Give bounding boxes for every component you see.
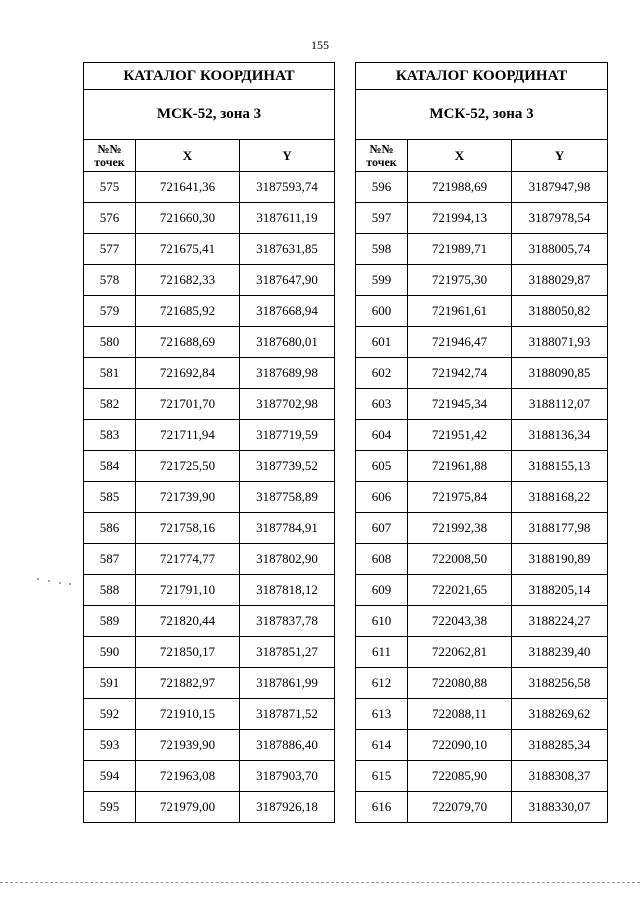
x-coordinate-cell: 721850,17 xyxy=(136,637,240,668)
y-coordinate-cell: 3187593,74 xyxy=(240,172,335,203)
x-coordinate-cell: 721975,84 xyxy=(408,482,512,513)
point-number-cell: 601 xyxy=(356,327,408,358)
x-coordinate-cell: 721820,44 xyxy=(136,606,240,637)
point-number-cell: 583 xyxy=(84,420,136,451)
x-coordinate-cell: 721961,88 xyxy=(408,451,512,482)
point-number-cell: 602 xyxy=(356,358,408,389)
point-number-header-line1: №№ xyxy=(369,141,394,156)
point-number-cell: 588 xyxy=(84,575,136,606)
y-coordinate-cell: 3188029,87 xyxy=(512,265,608,296)
point-number-header-line1: №№ xyxy=(97,141,122,156)
x-coordinate-cell: 721675,41 xyxy=(136,234,240,265)
point-number-cell: 584 xyxy=(84,451,136,482)
y-coordinate-cell: 3188177,98 xyxy=(512,513,608,544)
table-row xyxy=(356,203,608,234)
scan-speck xyxy=(48,580,50,582)
y-coordinate-cell: 3188330,07 xyxy=(512,792,608,823)
table-row xyxy=(356,482,608,513)
y-coordinate-cell: 3187719,59 xyxy=(240,420,335,451)
point-number-cell: 575 xyxy=(84,172,136,203)
y-coordinate-cell: 3187861,99 xyxy=(240,668,335,699)
table-row xyxy=(84,451,335,482)
y-coordinate-cell: 3188224,27 xyxy=(512,606,608,637)
y-coordinate-cell: 3188071,93 xyxy=(512,327,608,358)
point-number-cell: 581 xyxy=(84,358,136,389)
table-row xyxy=(84,761,335,792)
point-number-cell: 600 xyxy=(356,296,408,327)
table-row xyxy=(84,265,335,296)
y-coordinate-cell: 3187668,94 xyxy=(240,296,335,327)
point-number-cell: 604 xyxy=(356,420,408,451)
y-coordinate-cell: 3187611,19 xyxy=(240,203,335,234)
y-coordinate-cell: 3187851,27 xyxy=(240,637,335,668)
x-coordinate-cell: 722088,11 xyxy=(408,699,512,730)
table-row xyxy=(84,792,335,823)
y-coordinate-cell: 3187647,90 xyxy=(240,265,335,296)
x-coordinate-cell: 721739,90 xyxy=(136,482,240,513)
y-coordinate-cell: 3187702,98 xyxy=(240,389,335,420)
table-row xyxy=(356,730,608,761)
y-coordinate-cell: 3188136,34 xyxy=(512,420,608,451)
y-coordinate-cell: 3187802,90 xyxy=(240,544,335,575)
x-coordinate-cell: 721961,61 xyxy=(408,296,512,327)
x-coordinate-cell: 722008,50 xyxy=(408,544,512,575)
x-coordinate-cell: 721942,74 xyxy=(408,358,512,389)
x-coordinate-cell: 721975,30 xyxy=(408,265,512,296)
x-coordinate-cell: 721989,71 xyxy=(408,234,512,265)
y-coordinate-cell: 3188285,34 xyxy=(512,730,608,761)
point-number-cell: 591 xyxy=(84,668,136,699)
y-coordinate-cell: 3188050,82 xyxy=(512,296,608,327)
table-title: КАТАЛОГ КООРДИНАТ xyxy=(356,63,608,90)
point-number-cell: 609 xyxy=(356,575,408,606)
point-number-cell: 612 xyxy=(356,668,408,699)
table-row xyxy=(356,451,608,482)
point-number-cell: 616 xyxy=(356,792,408,823)
page-number: 155 xyxy=(311,38,329,52)
table-row xyxy=(356,575,608,606)
point-number-cell: 598 xyxy=(356,234,408,265)
table-row xyxy=(84,203,335,234)
point-number-cell: 603 xyxy=(356,389,408,420)
table-row xyxy=(356,172,608,203)
x-coordinate-cell: 721660,30 xyxy=(136,203,240,234)
point-number-cell: 582 xyxy=(84,389,136,420)
point-number-cell: 593 xyxy=(84,730,136,761)
table-row xyxy=(356,699,608,730)
table-row xyxy=(356,637,608,668)
x-coordinate-cell: 721882,97 xyxy=(136,668,240,699)
table-body xyxy=(356,172,608,823)
point-number-header-line2: точек xyxy=(366,154,397,169)
table-row xyxy=(84,513,335,544)
table-subtitle: МСК-52, зона 3 xyxy=(356,90,608,140)
y-coordinate-cell: 3187978,54 xyxy=(512,203,608,234)
point-number-header xyxy=(84,140,136,172)
point-number-cell: 585 xyxy=(84,482,136,513)
point-number-cell: 596 xyxy=(356,172,408,203)
y-header: Y xyxy=(240,140,335,172)
point-number-header xyxy=(356,140,408,172)
y-coordinate-cell: 3187689,98 xyxy=(240,358,335,389)
y-coordinate-cell: 3187758,89 xyxy=(240,482,335,513)
table-row xyxy=(84,172,335,203)
x-coordinate-cell: 721685,92 xyxy=(136,296,240,327)
x-coordinate-cell: 722062,81 xyxy=(408,637,512,668)
scan-speck xyxy=(69,583,71,585)
x-coordinate-cell: 721688,69 xyxy=(136,327,240,358)
x-coordinate-cell: 722079,70 xyxy=(408,792,512,823)
x-coordinate-cell: 721791,10 xyxy=(136,575,240,606)
point-number-cell: 614 xyxy=(356,730,408,761)
table-row xyxy=(356,265,608,296)
x-coordinate-cell: 721692,84 xyxy=(136,358,240,389)
table-row xyxy=(84,544,335,575)
y-coordinate-cell: 3187631,85 xyxy=(240,234,335,265)
page-bottom-rule xyxy=(0,882,640,883)
coordinates-table-left xyxy=(83,62,335,823)
table-row xyxy=(84,606,335,637)
y-header: Y xyxy=(512,140,608,172)
table-subtitle: МСК-52, зона 3 xyxy=(84,90,335,140)
table-body xyxy=(84,172,335,823)
y-coordinate-cell: 3187886,40 xyxy=(240,730,335,761)
x-coordinate-cell: 721992,38 xyxy=(408,513,512,544)
x-header: X xyxy=(408,140,512,172)
scan-speck xyxy=(59,582,61,584)
table-row xyxy=(356,761,608,792)
y-coordinate-cell: 3188256,58 xyxy=(512,668,608,699)
scan-speck xyxy=(37,578,39,580)
y-coordinate-cell: 3188269,62 xyxy=(512,699,608,730)
y-coordinate-cell: 3188112,07 xyxy=(512,389,608,420)
point-number-header-line2: точек xyxy=(94,154,125,169)
x-coordinate-cell: 722090,10 xyxy=(408,730,512,761)
x-coordinate-cell: 721641,36 xyxy=(136,172,240,203)
y-coordinate-cell: 3187739,52 xyxy=(240,451,335,482)
x-coordinate-cell: 722080,88 xyxy=(408,668,512,699)
x-coordinate-cell: 722085,90 xyxy=(408,761,512,792)
table-row xyxy=(356,389,608,420)
table-row xyxy=(84,234,335,265)
x-coordinate-cell: 722021,65 xyxy=(408,575,512,606)
table-row xyxy=(84,358,335,389)
point-number-cell: 587 xyxy=(84,544,136,575)
table-row xyxy=(356,668,608,699)
y-coordinate-cell: 3188005,74 xyxy=(512,234,608,265)
x-coordinate-cell: 721988,69 xyxy=(408,172,512,203)
y-coordinate-cell: 3187680,01 xyxy=(240,327,335,358)
table-row xyxy=(84,668,335,699)
point-number-cell: 577 xyxy=(84,234,136,265)
point-number-cell: 579 xyxy=(84,296,136,327)
table-row xyxy=(84,730,335,761)
x-coordinate-cell: 721701,70 xyxy=(136,389,240,420)
y-coordinate-cell: 3187784,91 xyxy=(240,513,335,544)
table-row xyxy=(356,327,608,358)
table-row xyxy=(84,637,335,668)
y-coordinate-cell: 3188155,13 xyxy=(512,451,608,482)
x-coordinate-cell: 721682,33 xyxy=(136,265,240,296)
table-row xyxy=(356,296,608,327)
point-number-cell: 576 xyxy=(84,203,136,234)
table-row xyxy=(356,513,608,544)
y-coordinate-cell: 3187903,70 xyxy=(240,761,335,792)
point-number-cell: 608 xyxy=(356,544,408,575)
y-coordinate-cell: 3188190,89 xyxy=(512,544,608,575)
x-coordinate-cell: 721994,13 xyxy=(408,203,512,234)
point-number-cell: 605 xyxy=(356,451,408,482)
x-coordinate-cell: 721774,77 xyxy=(136,544,240,575)
point-number-cell: 586 xyxy=(84,513,136,544)
table-row xyxy=(84,389,335,420)
y-coordinate-cell: 3187926,18 xyxy=(240,792,335,823)
coordinates-table-right xyxy=(355,62,608,823)
point-number-cell: 610 xyxy=(356,606,408,637)
x-coordinate-cell: 721910,15 xyxy=(136,699,240,730)
point-number-cell: 597 xyxy=(356,203,408,234)
table-row xyxy=(84,327,335,358)
x-coordinate-cell: 721758,16 xyxy=(136,513,240,544)
y-coordinate-cell: 3187947,98 xyxy=(512,172,608,203)
table-row xyxy=(356,420,608,451)
table-row xyxy=(84,296,335,327)
point-number-cell: 594 xyxy=(84,761,136,792)
point-number-cell: 607 xyxy=(356,513,408,544)
point-number-cell: 599 xyxy=(356,265,408,296)
point-number-cell: 613 xyxy=(356,699,408,730)
y-coordinate-cell: 3188090,85 xyxy=(512,358,608,389)
x-coordinate-cell: 721951,42 xyxy=(408,420,512,451)
point-number-cell: 595 xyxy=(84,792,136,823)
x-header: X xyxy=(136,140,240,172)
x-coordinate-cell: 722043,38 xyxy=(408,606,512,637)
y-coordinate-cell: 3188168,22 xyxy=(512,482,608,513)
x-coordinate-cell: 721725,50 xyxy=(136,451,240,482)
table-row xyxy=(84,482,335,513)
x-coordinate-cell: 721946,47 xyxy=(408,327,512,358)
table-row xyxy=(356,234,608,265)
x-coordinate-cell: 721939,90 xyxy=(136,730,240,761)
y-coordinate-cell: 3187871,52 xyxy=(240,699,335,730)
y-coordinate-cell: 3187837,78 xyxy=(240,606,335,637)
point-number-cell: 592 xyxy=(84,699,136,730)
y-coordinate-cell: 3188239,40 xyxy=(512,637,608,668)
point-number-cell: 578 xyxy=(84,265,136,296)
table-row xyxy=(84,699,335,730)
x-coordinate-cell: 721963,08 xyxy=(136,761,240,792)
y-coordinate-cell: 3187818,12 xyxy=(240,575,335,606)
point-number-cell: 580 xyxy=(84,327,136,358)
table-row xyxy=(356,792,608,823)
point-number-cell: 611 xyxy=(356,637,408,668)
table-title: КАТАЛОГ КООРДИНАТ xyxy=(84,63,335,90)
table-row xyxy=(356,358,608,389)
table-row xyxy=(84,420,335,451)
x-coordinate-cell: 721711,94 xyxy=(136,420,240,451)
table-row xyxy=(356,606,608,637)
point-number-cell: 590 xyxy=(84,637,136,668)
y-coordinate-cell: 3188308,37 xyxy=(512,761,608,792)
point-number-cell: 606 xyxy=(356,482,408,513)
point-number-cell: 615 xyxy=(356,761,408,792)
table-row xyxy=(84,575,335,606)
y-coordinate-cell: 3188205,14 xyxy=(512,575,608,606)
point-number-cell: 589 xyxy=(84,606,136,637)
x-coordinate-cell: 721979,00 xyxy=(136,792,240,823)
table-row xyxy=(356,544,608,575)
x-coordinate-cell: 721945,34 xyxy=(408,389,512,420)
